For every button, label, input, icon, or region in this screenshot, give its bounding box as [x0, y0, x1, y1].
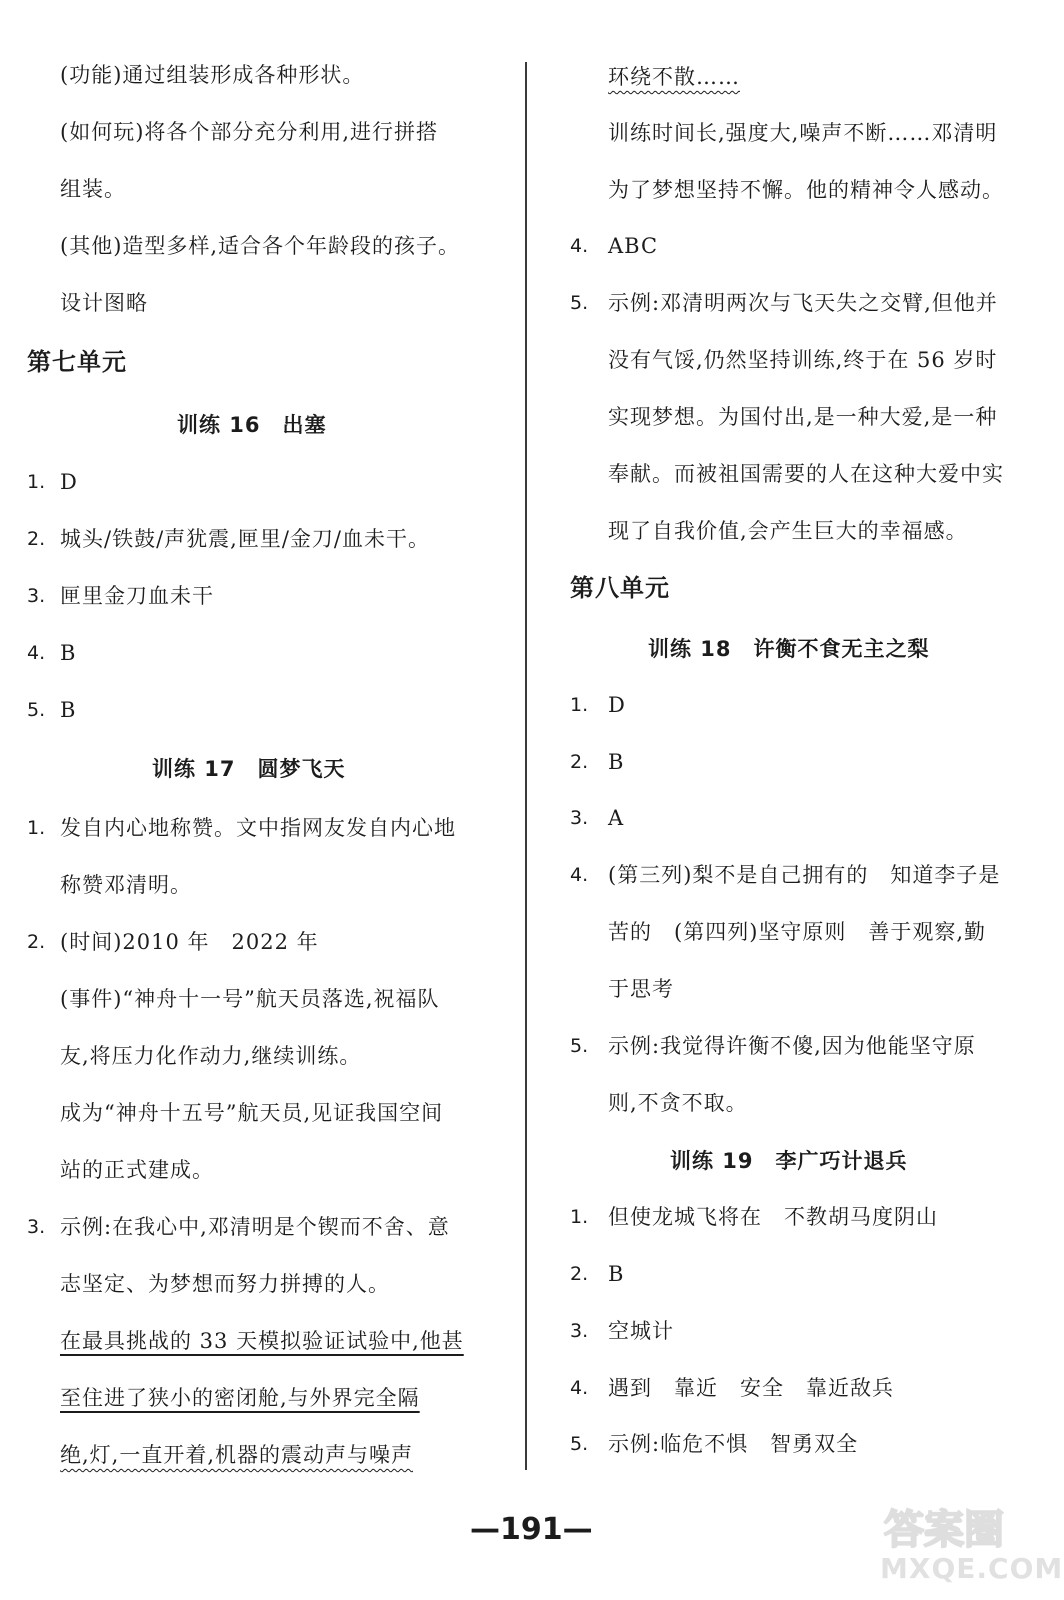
- intro-line-1: (功能)通过组装形成各种形状。: [60, 63, 365, 87]
- q5-line-1: 示例:邓清明两次与飞天失之交臂,但他并: [608, 291, 998, 315]
- intro-line-5: 设计图略: [60, 291, 148, 315]
- t16-q1-number: 1.: [27, 471, 46, 493]
- training-17-label: 训练 17: [152, 757, 236, 781]
- t16-q2-answer: 城头/铁鼓/声犹震,匣里/金刀/血未干。: [60, 527, 430, 551]
- unit-8-heading: 第八单元: [570, 574, 670, 602]
- t17-q2-line-2: (事件)“神舟十一号”航天员落选,祝福队: [60, 987, 440, 1011]
- q4-answer: ABC: [608, 234, 659, 258]
- training-16-name: 出塞: [282, 413, 327, 437]
- t16-q4-answer: B: [60, 641, 77, 665]
- t16-q5-answer: B: [60, 698, 77, 722]
- t19-q2-number: 2.: [570, 1263, 589, 1285]
- training-16-title: [177, 410, 327, 440]
- training-17-name: 圆梦飞天: [257, 757, 346, 781]
- t19-q3-number: 3.: [570, 1320, 589, 1342]
- training-18-label: 训练 18: [648, 637, 732, 661]
- t18-q1-answer: D: [608, 693, 626, 717]
- intro-line-3: 组装。: [60, 177, 126, 201]
- t18-q3-number: 3.: [570, 807, 589, 829]
- t17-q3-line-2: 志坚定、为梦想而努力拼搏的人。: [60, 1272, 390, 1296]
- intro-line-2: (如何玩)将各个部分充分利用,进行拼搭: [60, 120, 439, 144]
- q4-number: 4.: [570, 235, 589, 257]
- watermark-chars: 答案圈: [884, 1507, 1004, 1553]
- t17-q3-underlined-line-3: 在最具挑战的 33 天模拟验证试验中,他甚: [60, 1329, 464, 1353]
- t19-q4-answer: 遇到 靠近 安全 靠近敌兵: [608, 1376, 894, 1400]
- t17-q1-number: 1.: [27, 817, 46, 839]
- q5-line-3: 实现梦想。为国付出,是一种大爱,是一种: [608, 405, 998, 429]
- t19-q5-number: 5.: [570, 1433, 589, 1455]
- t17-q1-line-2: 称赞邓清明。: [60, 873, 192, 897]
- training-19-name: 李广巧计退兵: [775, 1149, 908, 1173]
- watermark-logo: [870, 1496, 1064, 1596]
- unit-7-heading: 第七单元: [27, 348, 127, 376]
- t19-q4-number: 4.: [570, 1377, 589, 1399]
- t18-q4-line-2: 苦的 (第四列)坚守原则 善于观察,勤: [608, 920, 987, 944]
- t16-q2-number: 2.: [27, 528, 46, 550]
- t17-q3-underlined-line-4: 至住进了狭小的密闭舱,与外界完全隔: [60, 1386, 420, 1410]
- t17-q3-wavy-line-5: 绝,灯,一直开着,机器的震动声与噪声: [60, 1443, 414, 1467]
- t18-q4-line-1: (第三列)梨不是自己拥有的 知道李子是: [608, 863, 1001, 887]
- t19-q1-number: 1.: [570, 1206, 589, 1228]
- t18-q3-answer: A: [608, 806, 625, 830]
- t17-q1-line-1: 发自内心地称赞。文中指网友发自内心地: [60, 816, 456, 840]
- t18-q5-line-2: 则,不贪不取。: [608, 1091, 748, 1115]
- training-18-title: [648, 634, 930, 664]
- t18-q5-line-1: 示例:我觉得许衡不傻,因为他能坚守原: [608, 1034, 976, 1058]
- training-19-label: 训练 19: [670, 1149, 754, 1173]
- t17-q2-line-4: 成为“神舟十五号”航天员,见证我国空间: [60, 1101, 444, 1125]
- t18-q4-line-3: 于思考: [608, 977, 674, 1001]
- t18-q5-number: 5.: [570, 1035, 589, 1057]
- t17-q2-line-1: (时间)2010 年 2022 年: [60, 930, 319, 954]
- continued-line-2: 训练时间长,强度大,噪声不断……邓清明: [608, 121, 998, 145]
- t19-q2-answer: B: [608, 1262, 625, 1286]
- q5-line-4: 奉献。而被祖国需要的人在这种大爱中实: [608, 462, 1004, 486]
- training-19-title: [670, 1146, 908, 1176]
- t17-q2-line-3: 友,将压力化作动力,继续训练。: [60, 1044, 362, 1068]
- continued-wavy-line: 环绕不散……: [608, 65, 740, 89]
- t18-q2-number: 2.: [570, 751, 589, 773]
- watermark-url: MXQE.COM: [880, 1552, 1064, 1585]
- t17-q2-line-5: 站的正式建成。: [60, 1158, 214, 1182]
- t16-q5-number: 5.: [27, 699, 46, 721]
- q5-number: 5.: [570, 292, 589, 314]
- q5-line-2: 没有气馁,仍然坚持训练,终于在 56 岁时: [608, 348, 998, 372]
- t19-q3-answer: 空城计: [608, 1319, 674, 1343]
- q5-line-5: 现了自我价值,会产生巨大的幸福感。: [608, 519, 968, 543]
- t18-q1-number: 1.: [570, 694, 589, 716]
- t17-q3-number: 3.: [27, 1216, 46, 1238]
- continued-line-3: 为了梦想坚持不懈。他的精神令人感动。: [608, 178, 1004, 202]
- t17-q2-number: 2.: [27, 931, 46, 953]
- t17-q3-line-1: 示例:在我心中,邓清明是个锲而不舍、意: [60, 1215, 450, 1239]
- training-18-name: 许衡不食无主之梨: [753, 637, 930, 661]
- t16-q3-answer: 匣里金刀血未干: [60, 584, 214, 608]
- training-16-label: 训练 16: [177, 413, 261, 437]
- t18-q2-answer: B: [608, 750, 625, 774]
- training-17-title: [152, 754, 346, 784]
- t19-q5-answer: 示例:临危不惧 智勇双全: [608, 1432, 859, 1456]
- t18-q4-number: 4.: [570, 864, 589, 886]
- t16-q4-number: 4.: [27, 642, 46, 664]
- t16-q1-answer: D: [60, 470, 78, 494]
- t16-q3-number: 3.: [27, 585, 46, 607]
- t19-q1-answer: 但使龙城飞将在 不教胡马度阴山: [608, 1205, 938, 1229]
- column-divider: [525, 62, 527, 1470]
- intro-line-4: (其他)造型多样,适合各个年龄段的孩子。: [60, 234, 461, 258]
- page-number: —191—: [470, 1512, 593, 1547]
